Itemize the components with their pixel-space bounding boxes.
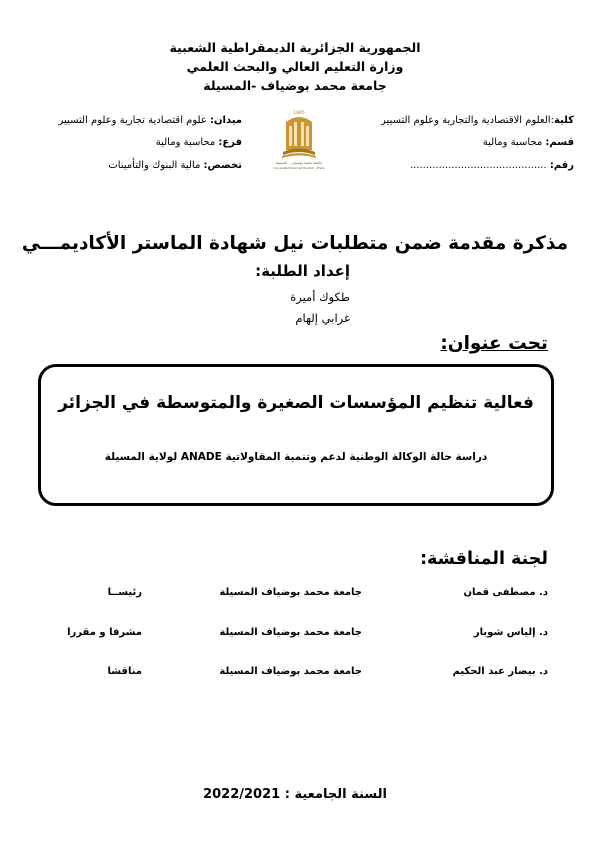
logo-name-ar: جامعة محمد بوضياف - المسيلة: [275, 161, 323, 165]
header-line-republic: الجمهورية الجزائرية الديمقراطية الشعبية: [169, 40, 421, 55]
number-value: ...........................................: [409, 160, 550, 171]
department-line: [483, 137, 574, 148]
committee-member-2-university: جامعة محمد بوضياف المسيلة: [219, 627, 362, 638]
thesis-title-box: [38, 364, 554, 506]
faculty-label: كلية: [553, 115, 574, 126]
specialty-label: تخصص:: [203, 160, 242, 171]
thesis-subtitle: دراسة حالة الوكالة الوطنية لدعم وتنمية المقاولاتية ANADE لولاية المسيلة: [104, 451, 488, 463]
department-label: قسم:: [545, 137, 574, 148]
logo-name-fr: Université Mohamed Boudiaf - M'sila: [273, 166, 325, 170]
field-line: [59, 115, 242, 126]
committee-member-3-role: مناقشا: [107, 666, 142, 677]
committee-member-2-name: د. إلياس شوبار: [473, 627, 548, 638]
committee-member-1-role: رئيســا: [107, 587, 142, 598]
faculty-value: :العلوم الاقتصادية والتجارية وعلوم التسيير: [381, 115, 554, 126]
prepared-by-label: إعداد الطلبة:: [255, 262, 350, 280]
header-line-ministry: وزارة التعليم العالي والبحث العلمي: [186, 59, 404, 74]
branch-line: [156, 137, 242, 148]
header-line-university: جامعة محمد بوضياف -المسيلة: [203, 78, 387, 93]
committee-member-1-university: جامعة محمد بوضياف المسيلة: [219, 587, 362, 598]
student-name-2: غرابي إلهام: [295, 311, 350, 325]
specialty-line: [108, 160, 242, 171]
under-title-label: تحت عنوان:: [440, 333, 548, 354]
committee-member-3-university: جامعة محمد بوضياف المسيلة: [219, 666, 362, 677]
branch-label: فرع:: [218, 137, 242, 148]
thesis-heading: مذكرة مقدمة ضمن متطلبات نيل شهادة الماستر الأكاديمـــي: [21, 233, 569, 254]
number-line: [410, 160, 574, 171]
academic-year: السنة الجامعية : 2022/2021: [203, 787, 387, 802]
logo-year: 1985: [293, 111, 305, 116]
thesis-title: فعالية تنظيم المؤسسات الصغيرة والمتوسطة في الجزائر: [58, 393, 534, 413]
branch-value: محاسبة ومالية: [155, 137, 219, 148]
committee-member-1-name: د. مصطفى قمان: [463, 587, 548, 598]
student-name-1: طكوك أميرة: [290, 290, 350, 304]
committee-member-2-role: مشرفا و مقررا: [67, 627, 142, 638]
field-value: علوم اقتصادية تجارية وعلوم التسيير: [58, 115, 210, 126]
committee-member-3-name: د. بيصار عبد الحكيم: [452, 666, 548, 677]
department-value: محاسبة ومالية: [482, 137, 546, 148]
field-label: ميدان:: [209, 115, 242, 126]
university-logo: [273, 108, 325, 170]
number-label: رقم:: [549, 160, 574, 171]
specialty-value: مالية البنوك والتأمينات: [108, 160, 204, 171]
committee-heading: لجنة المناقشة:: [420, 549, 548, 569]
faculty-line: [381, 115, 574, 126]
university-logo-icon: [273, 108, 325, 170]
